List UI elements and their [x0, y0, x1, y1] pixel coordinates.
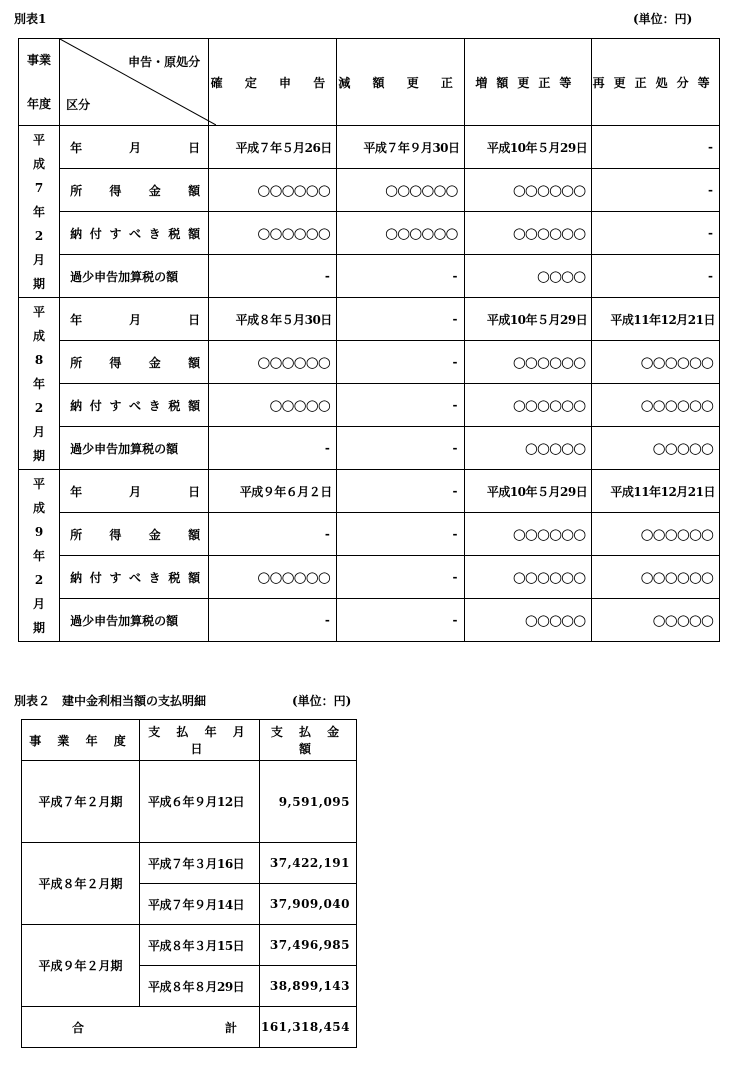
fiscal-year-cell: 平成９年２月期: [22, 925, 140, 1007]
payment-row: [22, 761, 357, 843]
year-column-header: [19, 39, 60, 126]
year-header-bottom: 年度: [27, 97, 52, 111]
value-cell: 平成10年５月29日: [464, 470, 592, 513]
value-cell: 平成11年12月21日: [592, 298, 720, 341]
table1-row: [19, 298, 720, 341]
table2-title: 別表２ 建中金利相当額の支払明細: [14, 694, 207, 708]
value-cell: ○○○○○○: [209, 341, 337, 384]
fiscal-year-char: 月: [33, 424, 46, 439]
fiscal-year-cell: [19, 126, 60, 298]
row-label: 納付すべき税額: [60, 384, 209, 427]
value-cell: ○○○○○: [464, 599, 592, 642]
payment-amount-cell: 9,591,095: [260, 761, 357, 843]
value-cell: ○○○○○○: [209, 556, 337, 599]
table1-row: [19, 169, 720, 212]
value-cell: -: [592, 126, 720, 169]
value-cell: -: [336, 341, 464, 384]
table1-row: [19, 341, 720, 384]
fiscal-year-char: 月: [33, 596, 46, 611]
value-cell: ○○○○○○: [209, 169, 337, 212]
value-cell: ○○○○○○: [336, 212, 464, 255]
value-cell: -: [209, 427, 337, 470]
value-cell: ○○○○○○: [592, 513, 720, 556]
table1-row: [19, 126, 720, 169]
value-cell: ○○○○○: [592, 427, 720, 470]
table1-header-row: [19, 39, 720, 126]
table1-row: [19, 513, 720, 556]
value-cell: 平成10年５月29日: [464, 298, 592, 341]
payment-amount-cell: 37,422,191: [260, 843, 357, 884]
table1: [18, 38, 720, 642]
fiscal-year-char: 年: [33, 376, 46, 391]
fiscal-year-char: 2: [34, 572, 44, 587]
row-label: 年 月 日: [60, 298, 209, 341]
value-cell: ○○○○○○: [336, 169, 464, 212]
payment-amount-header: 支 払 金 額: [260, 720, 357, 761]
value-cell: 平成８年５月30日: [209, 298, 337, 341]
fiscal-year-char: 2: [34, 228, 44, 243]
fiscal-year-cell: 平成７年２月期: [22, 761, 140, 843]
value-cell: -: [592, 169, 720, 212]
value-cell: -: [209, 599, 337, 642]
fiscal-year-char: 期: [33, 448, 46, 463]
value-cell: ○○○○○○: [464, 556, 592, 599]
value-cell: ○○○○○: [464, 427, 592, 470]
fiscal-year-char: 成: [33, 500, 46, 515]
table2-unit: (単位：円): [292, 694, 352, 708]
column-header-1: 確 定 申 告: [209, 39, 337, 126]
fiscal-year-char: 年: [33, 548, 46, 563]
value-cell: ○○○○○○: [592, 341, 720, 384]
payment-amount-cell: 37,909,040: [260, 884, 357, 925]
row-label: 年 月 日: [60, 470, 209, 513]
table1-unit: (単位：円): [633, 12, 693, 26]
fiscal-year-char: 2: [34, 400, 44, 415]
year-header-top: 事業: [27, 53, 52, 67]
value-cell: ○○○○○○: [464, 169, 592, 212]
value-cell: -: [336, 384, 464, 427]
value-cell: ○○○○○○: [592, 556, 720, 599]
row-label: 過少申告加算税の額: [60, 599, 209, 642]
column-header-4: 再更正処分等: [592, 39, 720, 126]
value-cell: 平成７年９月30日: [336, 126, 464, 169]
corner-header-top: 申告・原処分: [128, 55, 201, 69]
value-cell: -: [336, 427, 464, 470]
table1-row: [19, 556, 720, 599]
payment-date-cell: 平成７年３月16日: [139, 843, 259, 884]
payment-amount-cell: 37,496,985: [260, 925, 357, 966]
fiscal-year-char: 8: [34, 352, 44, 367]
value-cell: ○○○○○○: [464, 212, 592, 255]
value-cell: ○○○○○: [209, 384, 337, 427]
fiscal-year-cell: [19, 470, 60, 642]
value-cell: -: [336, 599, 464, 642]
column-header-3: 増額更正等: [464, 39, 592, 126]
row-label: 過少申告加算税の額: [60, 255, 209, 298]
value-cell: -: [209, 513, 337, 556]
fiscal-year-char: 月: [33, 252, 46, 267]
value-cell: -: [336, 556, 464, 599]
fiscal-year-char: 平: [33, 304, 46, 319]
row-label: 納付すべき税額: [60, 212, 209, 255]
fiscal-year-char: 年: [33, 204, 46, 219]
payment-date-cell: 平成８年８月29日: [139, 966, 259, 1007]
fiscal-year-char: 7: [34, 180, 44, 195]
row-label: 年 月 日: [60, 126, 209, 169]
fiscal-year-char: 期: [33, 620, 46, 635]
value-cell: -: [592, 212, 720, 255]
table2-header-row: [22, 720, 357, 761]
fiscal-year-cell: [19, 298, 60, 470]
value-cell: ○○○○○○: [464, 341, 592, 384]
table1-row: [19, 470, 720, 513]
table1-row: [19, 255, 720, 298]
value-cell: 平成９年６月２日: [209, 470, 337, 513]
table2: [21, 719, 357, 1048]
fiscal-year-char: 成: [33, 156, 46, 171]
value-cell: -: [336, 513, 464, 556]
fiscal-year-cell: 平成８年２月期: [22, 843, 140, 925]
payment-amount-cell: 38,899,143: [260, 966, 357, 1007]
payment-date-cell: 平成６年９月12日: [139, 761, 259, 843]
payment-date-cell: 平成８年３月15日: [139, 925, 259, 966]
total-label: 合 計: [22, 1007, 260, 1048]
table1-row: [19, 384, 720, 427]
corner-header: [60, 39, 209, 126]
value-cell: ○○○○: [464, 255, 592, 298]
value-cell: 平成11年12月21日: [592, 470, 720, 513]
row-label: 過少申告加算税の額: [60, 427, 209, 470]
corner-header-bottom: 区分: [66, 98, 91, 112]
row-label: 納付すべき税額: [60, 556, 209, 599]
payment-row: [22, 925, 357, 966]
fiscal-year-char: 9: [34, 524, 44, 539]
row-label: 所 得 金 額: [60, 341, 209, 384]
payment-date-header: 支 払 年 月 日: [139, 720, 259, 761]
fiscal-year-char: 平: [33, 476, 46, 491]
value-cell: -: [336, 298, 464, 341]
row-label: 所 得 金 額: [60, 169, 209, 212]
value-cell: ○○○○○○: [209, 212, 337, 255]
column-header-2: 減 額 更 正: [336, 39, 464, 126]
fiscal-year-header: 事 業 年 度: [22, 720, 140, 761]
fiscal-year-char: 成: [33, 328, 46, 343]
value-cell: -: [336, 470, 464, 513]
value-cell: ○○○○○○: [464, 384, 592, 427]
value-cell: -: [209, 255, 337, 298]
value-cell: -: [336, 255, 464, 298]
fiscal-year-char: 期: [33, 276, 46, 291]
payment-date-cell: 平成７年９月14日: [139, 884, 259, 925]
value-cell: 平成10年５月29日: [464, 126, 592, 169]
table1-row: [19, 599, 720, 642]
value-cell: 平成７年５月26日: [209, 126, 337, 169]
table1-title: 別表1: [14, 12, 47, 26]
value-cell: -: [592, 255, 720, 298]
table1-row: [19, 212, 720, 255]
fiscal-year-char: 平: [33, 132, 46, 147]
value-cell: ○○○○○: [592, 599, 720, 642]
total-row: [22, 1007, 357, 1048]
value-cell: ○○○○○○: [464, 513, 592, 556]
total-amount: 161,318,454: [260, 1007, 357, 1048]
row-label: 所 得 金 額: [60, 513, 209, 556]
payment-row: [22, 843, 357, 884]
table1-row: [19, 427, 720, 470]
value-cell: ○○○○○○: [592, 384, 720, 427]
